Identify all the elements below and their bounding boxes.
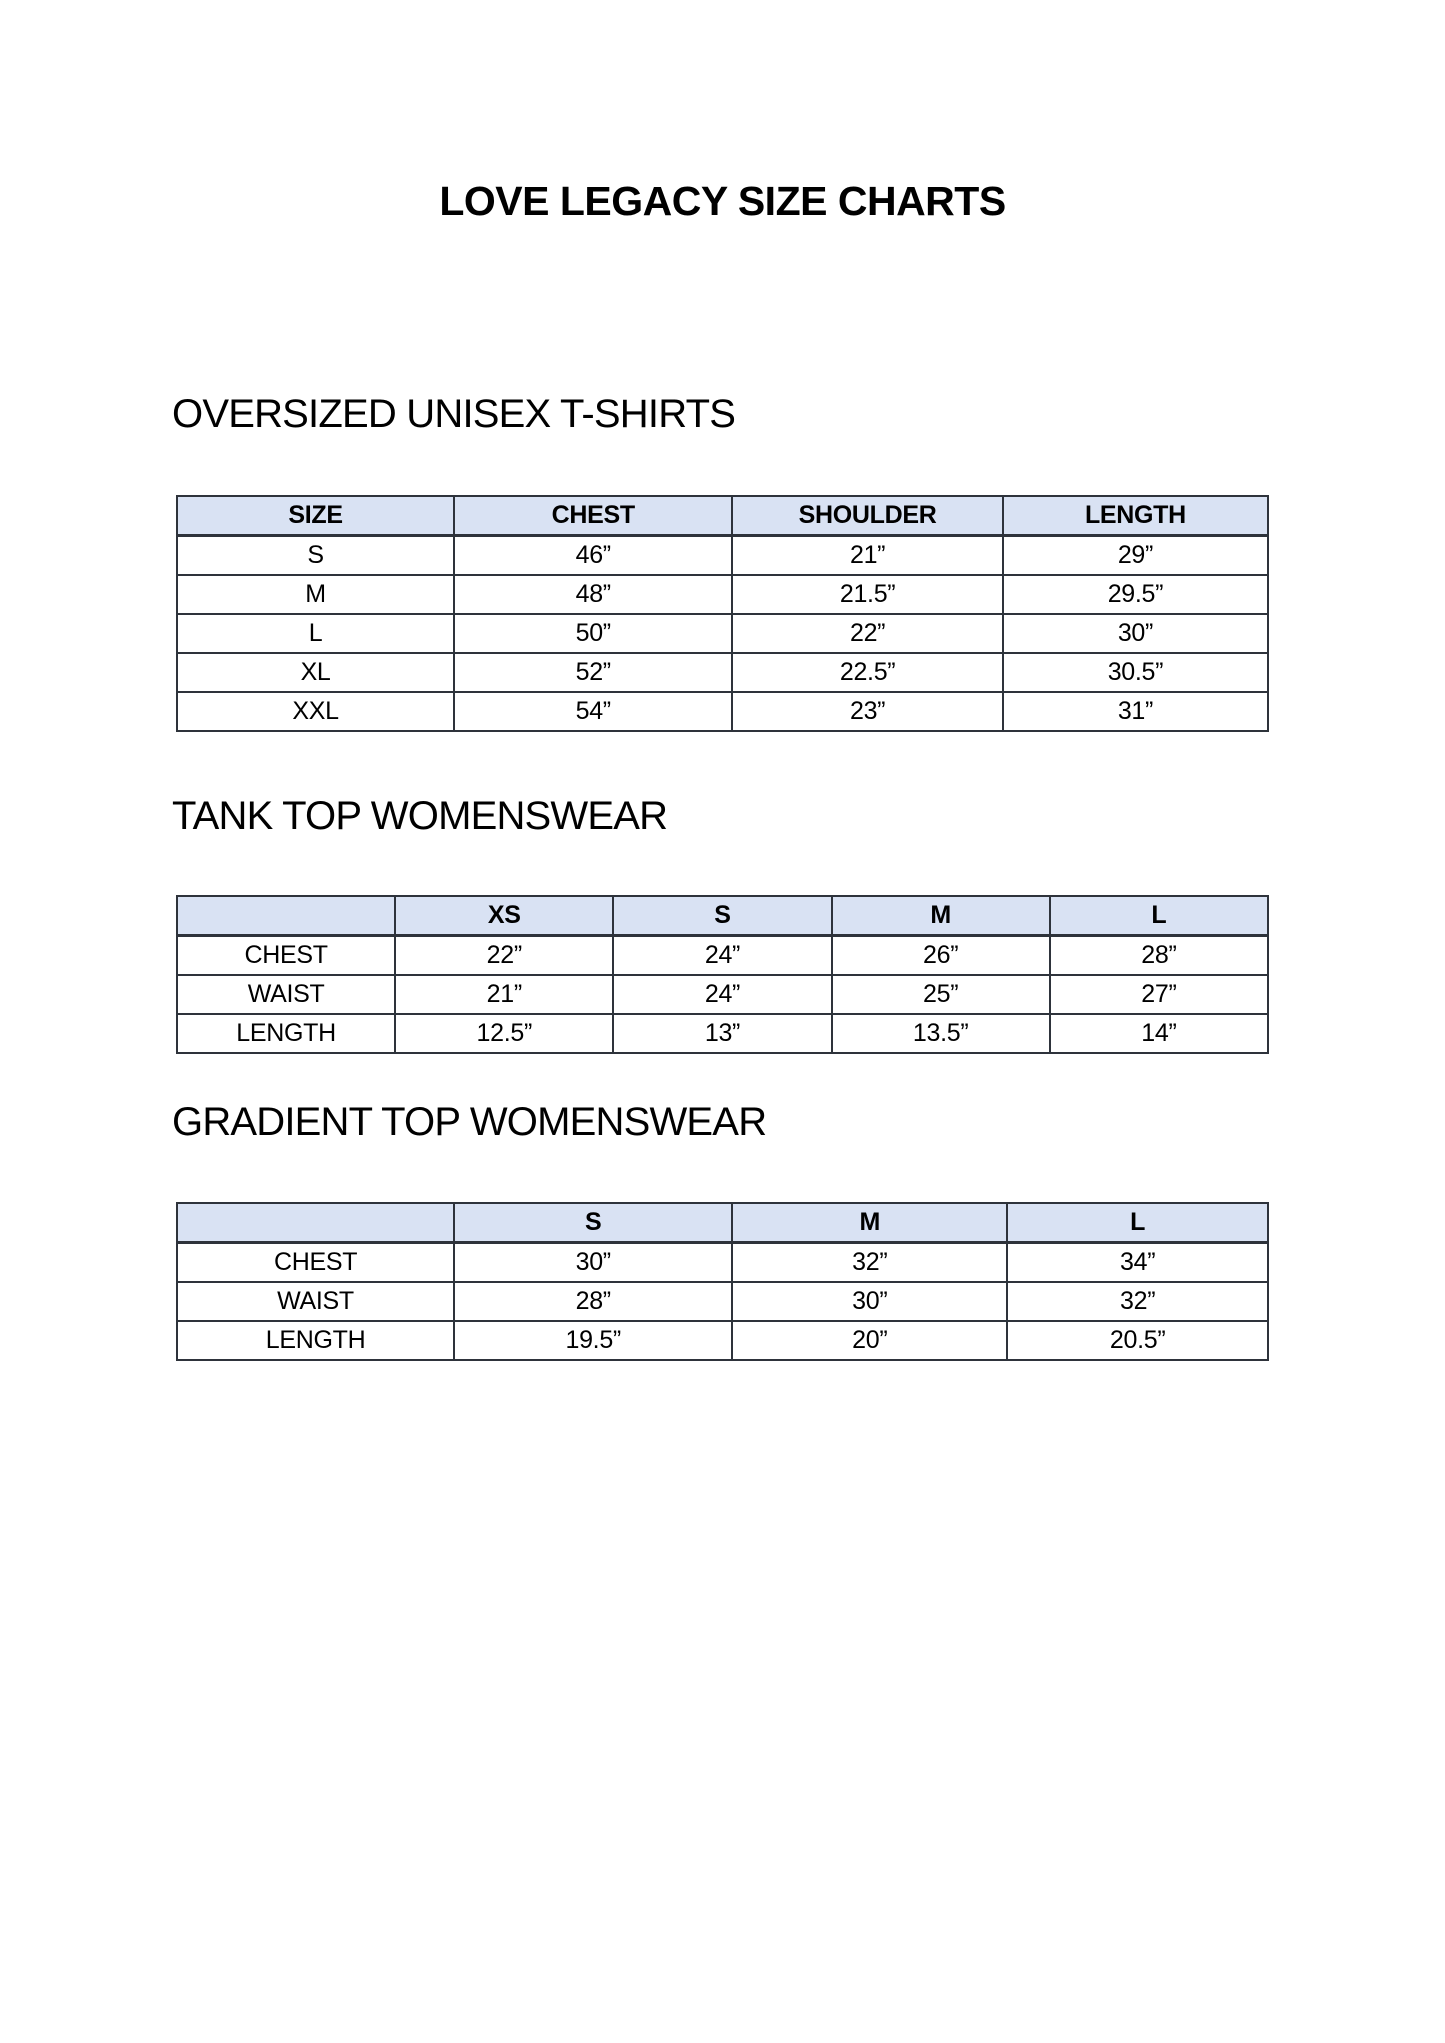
row-label: CHEST	[177, 936, 395, 976]
table-cell: 24”	[613, 936, 831, 976]
table-cell: M	[177, 575, 454, 614]
column-header-l: L	[1007, 1203, 1268, 1243]
table-cell: 30”	[732, 1282, 1007, 1321]
table-cell: 27”	[1050, 975, 1268, 1014]
table-row-waist	[177, 1282, 1268, 1321]
column-header-length: LENGTH	[1003, 496, 1268, 536]
table-cell: 21.5”	[732, 575, 1003, 614]
table-cell: 21”	[732, 536, 1003, 576]
table-row-xxl	[177, 692, 1268, 731]
gradient-top-womenswear-table	[176, 1202, 1269, 1361]
table-cell: 19.5”	[454, 1321, 732, 1360]
column-header-size: SIZE	[177, 496, 454, 536]
table-row-s	[177, 536, 1268, 576]
table-cell: 21”	[395, 975, 613, 1014]
table-cell: 32”	[1007, 1282, 1268, 1321]
row-label: LENGTH	[177, 1321, 454, 1360]
row-label: CHEST	[177, 1243, 454, 1283]
table-row-xl	[177, 653, 1268, 692]
row-label: WAIST	[177, 975, 395, 1014]
column-header-blank	[177, 896, 395, 936]
table-cell: XL	[177, 653, 454, 692]
column-header-chest: CHEST	[454, 496, 732, 536]
table-cell: 22.5”	[732, 653, 1003, 692]
table-cell: 25”	[832, 975, 1050, 1014]
table-row-waist	[177, 975, 1268, 1014]
table-cell: 28”	[1050, 936, 1268, 976]
section-heading-oversized-unisex-t-shirts: OVERSIZED UNISEX T-SHIRTS	[172, 392, 736, 436]
table-row-m	[177, 575, 1268, 614]
column-header-s: S	[454, 1203, 732, 1243]
column-header-blank	[177, 1203, 454, 1243]
column-header-m: M	[732, 1203, 1007, 1243]
tank-top-womenswear-table	[176, 895, 1269, 1054]
table-cell: 28”	[454, 1282, 732, 1321]
table-header-row	[177, 496, 1268, 536]
table-cell: 22”	[395, 936, 613, 976]
table-cell: XXL	[177, 692, 454, 731]
table-cell: 54”	[454, 692, 732, 731]
table-cell: 34”	[1007, 1243, 1268, 1283]
column-header-l: L	[1050, 896, 1268, 936]
row-label: WAIST	[177, 1282, 454, 1321]
table-row-chest	[177, 1243, 1268, 1283]
row-label: LENGTH	[177, 1014, 395, 1053]
table-cell: L	[177, 614, 454, 653]
table-header-row	[177, 1203, 1268, 1243]
table-cell: 31”	[1003, 692, 1268, 731]
table-cell: 30.5”	[1003, 653, 1268, 692]
table-cell: 22”	[732, 614, 1003, 653]
table-row-length	[177, 1321, 1268, 1360]
table-cell: 13.5”	[832, 1014, 1050, 1053]
table-cell: 52”	[454, 653, 732, 692]
page-title: LOVE LEGACY SIZE CHARTS	[439, 178, 1006, 224]
table-cell: 20”	[732, 1321, 1007, 1360]
table-cell: 46”	[454, 536, 732, 576]
table-cell: 48”	[454, 575, 732, 614]
section-heading-tank-top-womenswear: TANK TOP WOMENSWEAR	[172, 794, 668, 838]
table-cell: S	[177, 536, 454, 576]
table-row-chest	[177, 936, 1268, 976]
column-header-m: M	[832, 896, 1050, 936]
table-cell: 26”	[832, 936, 1050, 976]
column-header-shoulder: SHOULDER	[732, 496, 1003, 536]
table-cell: 24”	[613, 975, 831, 1014]
column-header-xs: XS	[395, 896, 613, 936]
table-cell: 14”	[1050, 1014, 1268, 1053]
table-row-l	[177, 614, 1268, 653]
table-header-row	[177, 896, 1268, 936]
table-cell: 20.5”	[1007, 1321, 1268, 1360]
table-cell: 30”	[1003, 614, 1268, 653]
table-cell: 23”	[732, 692, 1003, 731]
oversized-unisex-t-shirts-table	[176, 495, 1269, 732]
table-cell: 29”	[1003, 536, 1268, 576]
table-cell: 50”	[454, 614, 732, 653]
table-cell: 13”	[613, 1014, 831, 1053]
table-cell: 32”	[732, 1243, 1007, 1283]
table-cell: 12.5”	[395, 1014, 613, 1053]
section-heading-gradient-top-womenswear: GRADIENT TOP WOMENSWEAR	[172, 1100, 767, 1144]
column-header-s: S	[613, 896, 831, 936]
table-cell: 29.5”	[1003, 575, 1268, 614]
table-row-length	[177, 1014, 1268, 1053]
table-cell: 30”	[454, 1243, 732, 1283]
